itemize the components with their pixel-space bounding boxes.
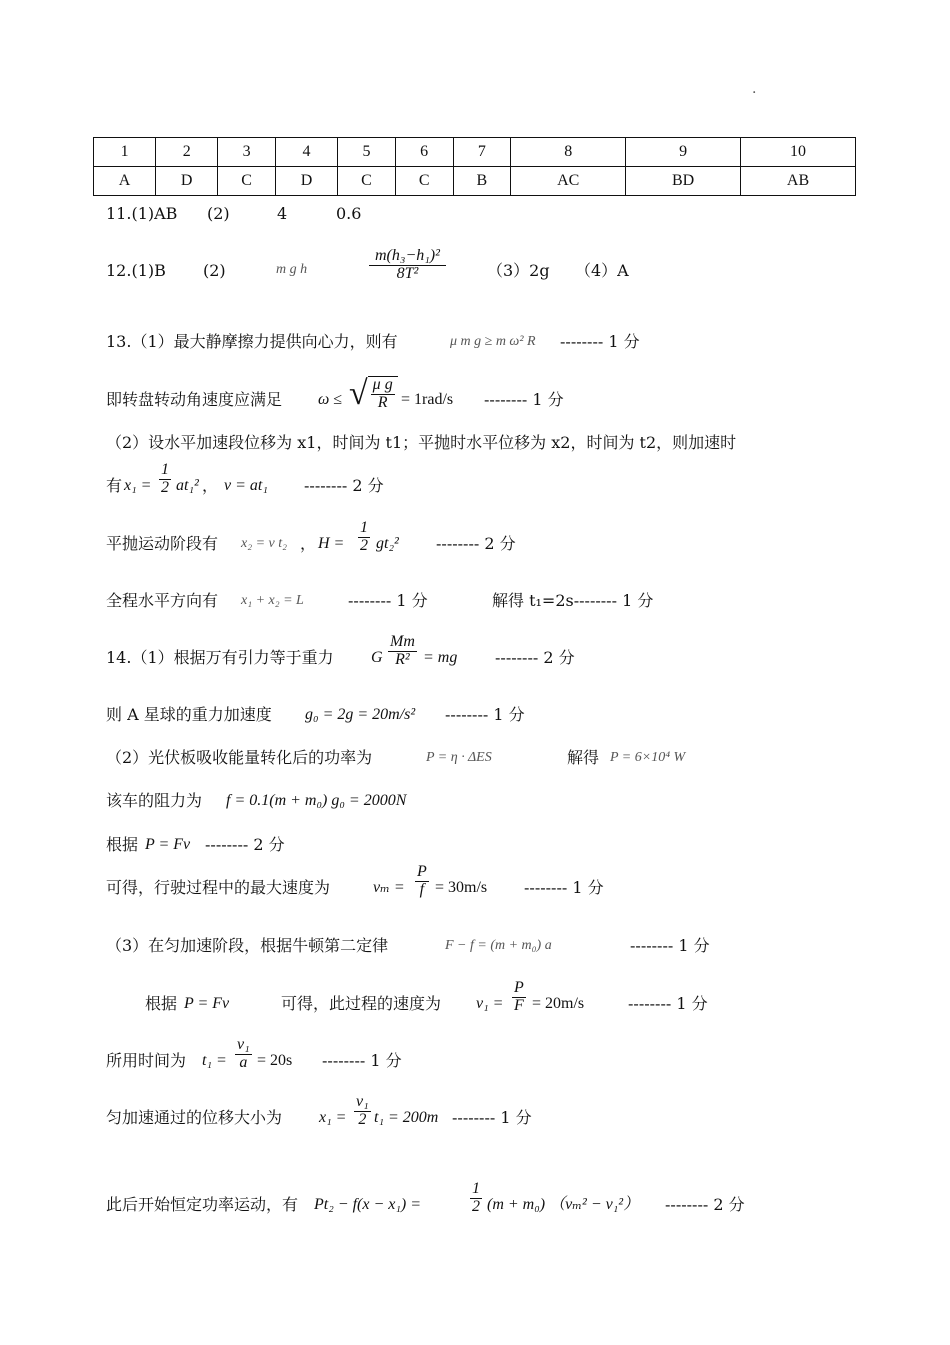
inline-math: (m + m₀) （vₘ² − v₁²） <box>487 1196 640 1213</box>
fraction <box>470 1181 482 1216</box>
fraction <box>371 377 395 412</box>
inline-math: v = at₁ <box>224 477 268 494</box>
inline-math: = mg <box>423 649 458 666</box>
table-cell: C <box>338 167 396 196</box>
fraction-numerator: 1 <box>360 519 368 536</box>
table-cell: 2 <box>156 138 218 167</box>
inline-math: vₘ = <box>373 879 405 896</box>
fraction-denominator: 2 <box>472 1197 480 1215</box>
table-cell: C <box>395 167 453 196</box>
q11-label: 11.(1)AB <box>106 204 178 223</box>
q12-part2: (2) <box>203 261 226 280</box>
fraction <box>358 520 370 555</box>
inline-math: x₁ + x₂ = L <box>241 593 304 608</box>
table-cell: A <box>94 167 156 196</box>
inline-math <box>509 980 529 1015</box>
line-text: 则 A 星球的重力加速度 <box>106 705 272 724</box>
line-text: 13.（1）最大静摩擦力提供向心力，则有 <box>106 332 398 351</box>
score: -------- 2 分 <box>665 1195 745 1214</box>
table-cell: BD <box>626 167 741 196</box>
fraction <box>159 462 171 497</box>
answer-table-number-row <box>94 138 856 167</box>
score: -------- 1 分 <box>524 878 604 897</box>
line-text: 根据 <box>106 835 139 854</box>
score: -------- 1 分 <box>322 1051 402 1070</box>
fraction-numerator: P <box>417 863 427 880</box>
answer-table-answer-row <box>94 167 856 196</box>
table-cell: D <box>156 167 218 196</box>
fraction-numerator: μ g <box>372 376 393 393</box>
fraction <box>354 1094 371 1129</box>
line-text: 此后开始恒定功率运动，有 <box>106 1195 299 1214</box>
score: -------- 1 分 <box>630 936 710 955</box>
inline-math <box>351 1094 374 1129</box>
score: -------- 1 分 <box>348 591 428 610</box>
fraction-numerator: m(h₃−h₁)² <box>369 248 446 266</box>
inline-math: μ m g ≥ m ω² R <box>450 334 536 349</box>
corner-mark: · <box>752 85 757 101</box>
score: -------- 1 分 <box>560 332 640 351</box>
score: -------- 2 分 <box>304 476 384 495</box>
line-text: （2）光伏板吸收能量转化后的功率为 <box>106 748 373 767</box>
inline-math: P = Fv <box>145 836 191 853</box>
inline-math <box>355 520 373 555</box>
fraction <box>235 1037 252 1072</box>
fraction-denominator: 2 <box>358 1110 367 1128</box>
score: -------- 2 分 <box>436 534 516 553</box>
omega-inequality: ω ≤ <box>318 391 343 408</box>
fraction <box>369 248 446 283</box>
fraction-numerator: 1 <box>161 461 169 478</box>
score: -------- 2 分 <box>205 835 285 854</box>
solution: 解得 t₁=2s-------- 1 分 <box>492 591 654 610</box>
table-cell: 8 <box>511 138 626 167</box>
line-text: 平抛运动阶段有 <box>106 534 219 553</box>
inline-math: G <box>371 649 383 666</box>
inline-math: F − f = (m + m₀) a <box>445 938 552 953</box>
inline-math: x₁ = <box>319 1109 347 1126</box>
table-cell: AB <box>741 167 856 196</box>
table-cell: 1 <box>94 138 156 167</box>
fraction-denominator: 8T² <box>396 264 419 282</box>
score: -------- 1 分 <box>628 994 708 1013</box>
q12-part3: （3）2g <box>487 261 550 280</box>
inline-math: = 20m/s <box>532 995 585 1012</box>
table-cell: 4 <box>275 138 337 167</box>
inline-math: P = 6×10⁴ W <box>610 750 686 765</box>
table-cell: 10 <box>741 138 856 167</box>
inline-math: P = Fv <box>184 995 230 1012</box>
sqrt <box>349 376 398 412</box>
line-text: 可得，此过程的速度为 <box>281 994 442 1013</box>
line-text: 即转盘转动角速度应满足 <box>106 390 283 409</box>
inline-math <box>412 864 432 899</box>
q13-line-3: （2）设水平加速段位移为 x1，时间为 t1；平抛时水平位移为 x2，时间为 t2，则加速时 <box>106 433 737 452</box>
table-cell: 5 <box>338 138 396 167</box>
fraction-denominator: R <box>377 393 388 411</box>
q12-label: 12.(1)B <box>106 261 166 280</box>
separator: ， <box>202 476 219 495</box>
inline-math: P = η · ΔES <box>426 750 492 765</box>
q11-part2: (2) <box>207 204 230 223</box>
table-cell: D <box>275 167 337 196</box>
table-cell: 7 <box>453 138 511 167</box>
inline-math: f = 0.1(m + m₀) g₀ = 2000N <box>226 792 407 809</box>
fraction-numerator: P <box>514 979 524 996</box>
sqrt-expression <box>349 376 398 412</box>
inline-math: gt₂² <box>376 535 399 552</box>
line-text: 可得，行驶过程中的最大速度为 <box>106 878 331 897</box>
answer-table <box>93 137 856 196</box>
q11-value2: 0.6 <box>336 204 362 223</box>
table-cell: 6 <box>395 138 453 167</box>
table-cell: 3 <box>218 138 276 167</box>
inline-math <box>156 462 174 497</box>
score: -------- 2 分 <box>495 648 575 667</box>
inline-math: x₁ = <box>124 477 152 494</box>
fraction-denominator: 2 <box>360 536 368 554</box>
fraction-numerator: v₁ <box>356 1093 369 1110</box>
fraction <box>415 864 429 899</box>
score: -------- 1 分 <box>484 390 564 409</box>
fraction-denominator: F <box>514 996 524 1014</box>
q12-part4: （4）A <box>575 261 629 280</box>
inline-math <box>385 634 420 669</box>
inline-math: at₁² <box>176 477 199 494</box>
line-text: 所用时间为 <box>106 1051 187 1070</box>
table-cell: AC <box>511 167 626 196</box>
fraction-denominator: 2 <box>161 478 169 496</box>
fraction <box>512 980 526 1015</box>
fraction-denominator: a <box>239 1053 248 1071</box>
inline-math: t₁ = 200m <box>374 1109 439 1126</box>
fraction-numerator: 1 <box>472 1180 480 1197</box>
table-cell: C <box>218 167 276 196</box>
inline-math <box>232 1037 255 1072</box>
inline-math: t₁ = <box>202 1052 227 1069</box>
line-text: 有 <box>106 476 123 495</box>
inline-math: g₀ = 2g = 20m/s² <box>305 706 416 723</box>
fraction-denominator: R² <box>395 650 410 668</box>
score: -------- 1 分 <box>445 705 525 724</box>
score: -------- 1 分 <box>452 1108 532 1127</box>
fraction-denominator: f <box>419 880 425 898</box>
q12-fraction <box>366 248 449 283</box>
line-text: 全程水平方向有 <box>106 591 219 610</box>
line-text: 根据 <box>145 994 178 1013</box>
line-text: 匀加速通过的位移大小为 <box>106 1108 283 1127</box>
inline-math <box>467 1181 485 1216</box>
radicand <box>368 376 398 412</box>
inline-math: = 30m/s <box>435 879 488 896</box>
fraction <box>388 634 417 669</box>
line-text: 该车的阻力为 <box>106 791 203 810</box>
q12-expr1: m g h <box>276 262 308 277</box>
separator: ， <box>300 534 317 553</box>
inline-math: x₂ = v t₂ <box>241 536 287 551</box>
inline-math: Pt₂ − f(x − x₁) = <box>314 1196 422 1213</box>
inline-math: = 1rad/s <box>401 391 454 408</box>
line-text: （3）在匀加速阶段，根据牛顿第二定律 <box>106 936 389 955</box>
inline-math: = 20s <box>257 1052 293 1069</box>
inline-math: H = <box>318 535 345 552</box>
inline-math: v₁ = <box>476 995 504 1012</box>
table-cell: 9 <box>626 138 741 167</box>
line-text: 14.（1）根据万有引力等于重力 <box>106 648 334 667</box>
table-cell: B <box>453 167 511 196</box>
fraction-numerator: Mm <box>390 633 415 650</box>
line-text: 解得 <box>567 748 600 767</box>
radical-sign: √ <box>349 374 368 412</box>
q11-value1: 4 <box>277 204 288 223</box>
fraction-numerator: v₁ <box>237 1036 250 1053</box>
